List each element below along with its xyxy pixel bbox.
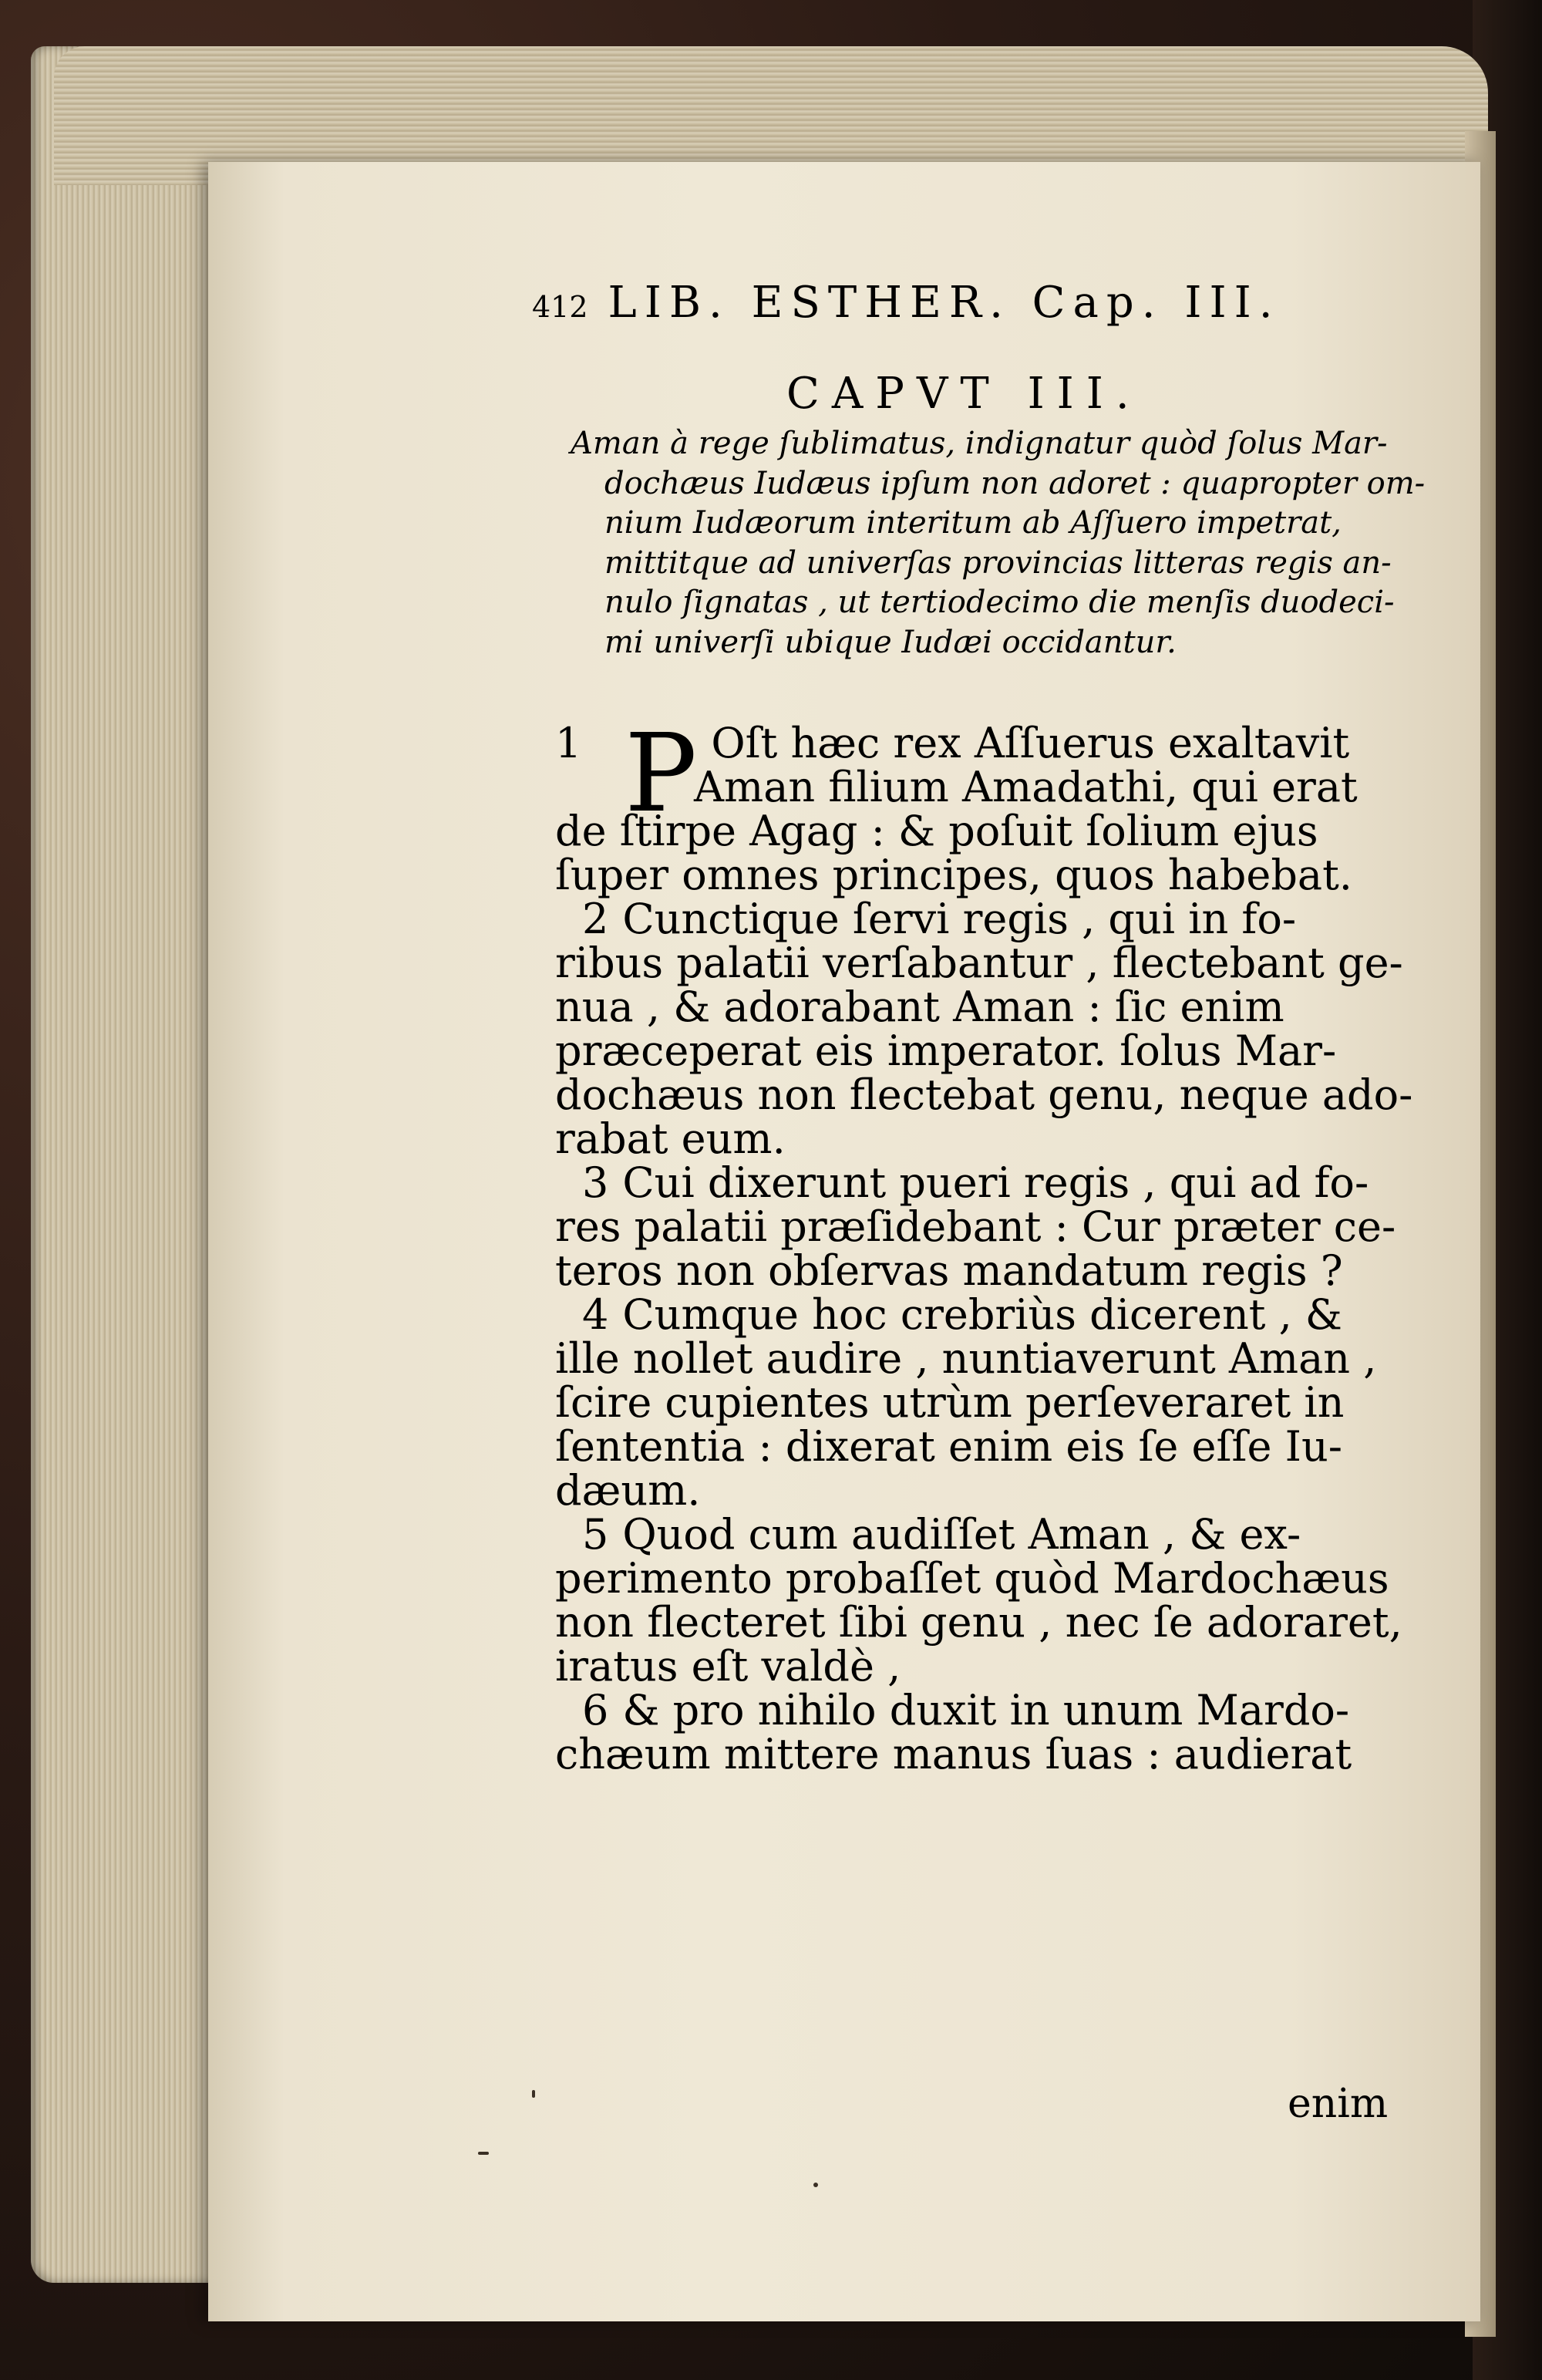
verse-number: 2 — [582, 895, 609, 943]
chapter-heading: CAPVT III. — [786, 369, 1142, 419]
catchword: enim — [1288, 2081, 1389, 2127]
verse-line: præceperat eis imperator. ſolus Mar- — [555, 1027, 1337, 1075]
running-header — [532, 278, 1303, 328]
verse-line: ſuper omnes principes, quos habebat. — [555, 851, 1352, 899]
ink-speck — [813, 2183, 818, 2187]
verse-line: 6 & pro nihilo duxit in unum Mardo- — [582, 1686, 1350, 1734]
verse-line: 4 Cumque hoc crebriùs dicerent , & — [582, 1290, 1342, 1339]
verse-line: 1 Oſt hæc rex Aſſuerus exaltavit — [555, 719, 1350, 767]
verse-line: dæum. — [555, 1466, 701, 1515]
chapter-summary — [571, 424, 1473, 662]
verse-line: non flecteret ſibi genu , nec ſe adoraret, — [555, 1598, 1402, 1647]
verse-line: ſcire cupientes utrùm perſeveraret in — [555, 1378, 1345, 1427]
verse-line: perimento probaſſet quòd Mardochæus — [555, 1554, 1389, 1603]
verse-line: 5 Quod cum audiſſet Aman , & ex- — [582, 1510, 1301, 1559]
verse-line: Aman filium Amadathi, qui erat — [694, 763, 1358, 811]
verse-number: 1 — [555, 719, 582, 767]
verse-line: ſententia : dixerat enim eis ſe eſſe Iu- — [555, 1422, 1342, 1471]
verse-line: chæum mittere manus ſuas : audierat — [555, 1730, 1352, 1778]
verse-line: res palatii præſidebant : Cur præter ce- — [555, 1202, 1396, 1251]
verse-line: nua , & adorabant Aman : ſic enim — [555, 983, 1284, 1031]
summary-line: Aman à rege ſublimatus, indignatur quòd ſolus Mar- — [571, 426, 1388, 461]
verse-line: 2 Cunctique ſervi regis , qui in fo- — [582, 895, 1297, 943]
verse-number: 6 — [582, 1686, 609, 1734]
verse-line: iratus eſt valdè , — [555, 1642, 901, 1691]
verse-line: ribus palatii verſabantur , flectebant ge- — [555, 939, 1403, 987]
verse-line: 3 Cui dixerunt pueri regis , qui ad fo- — [582, 1158, 1369, 1207]
drop-capital: P — [625, 711, 698, 837]
verse-number: 4 — [582, 1290, 609, 1339]
ink-speck — [478, 2152, 489, 2155]
summary-line: nium Iudæorum interitum ab Aſſuero impetrat, — [604, 505, 1342, 541]
verse-line: teros non obſervas mandatum regis ? — [555, 1246, 1343, 1295]
running-title: LIB. ESTHER. Cap. III. — [608, 278, 1281, 328]
summary-line: nulo ſignatas , ut tertiodecimo die menſis duodeci- — [604, 585, 1395, 620]
summary-line: mittitque ad univerſas provincias litteras regis an- — [604, 544, 1392, 581]
summary-line: mi univerſi ubique Iudæi occidantur. — [604, 624, 1177, 660]
verse-number: 3 — [582, 1158, 609, 1207]
verse-number: 5 — [582, 1510, 609, 1559]
verse-line: rabat eum. — [555, 1114, 786, 1163]
verse-text — [555, 711, 1473, 1778]
verse-line: de ſtirpe Agag : & poſuit ſolium ejus — [555, 807, 1318, 855]
summary-line: dochæus Iudæus ipſum non adoret : quapropter om- — [604, 465, 1426, 501]
page-number: 412 — [532, 290, 588, 324]
verse-line: dochæus non flectebat genu, neque ado- — [555, 1070, 1413, 1119]
verse-line: ille nollet audire , nuntiaverunt Aman , — [555, 1334, 1377, 1383]
page-edges-left — [31, 46, 231, 2283]
ink-speck — [532, 2090, 535, 2098]
